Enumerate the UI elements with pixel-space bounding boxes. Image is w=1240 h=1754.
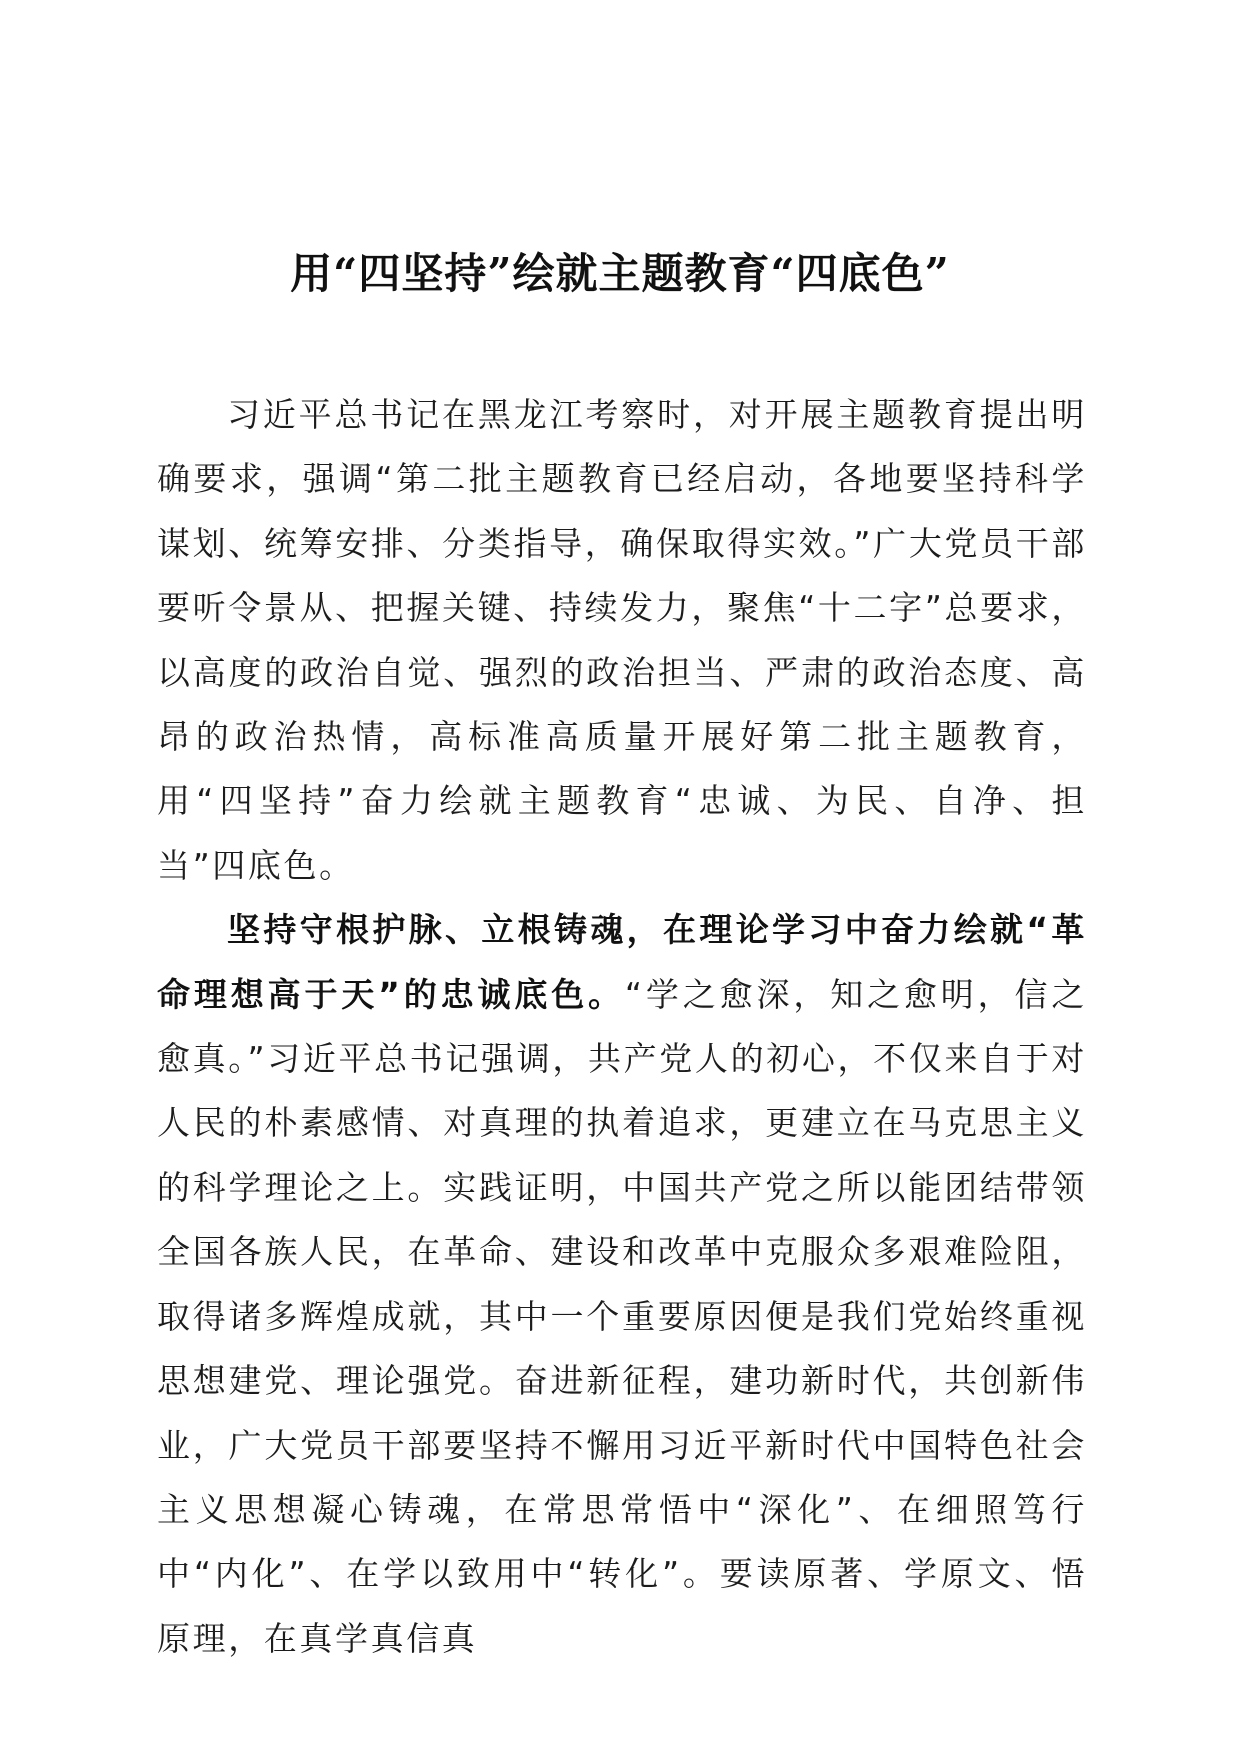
paragraph-lead: 坚持守根护脉、立根铸魂，在理论学习中奋力绘就“革命理想高于天”的忠诚底色。 — [157, 910, 1087, 1014]
paragraph-intro — [157, 383, 1087, 898]
document-title: 用“四坚持”绘就主题教育“四底色” — [290, 249, 950, 298]
paragraph-loyalty — [157, 898, 1087, 1671]
document-body — [157, 383, 1087, 1671]
paragraph-text: “学之愈深，知之愈明，信之愈真。”习近平总书记强调，共产党人的初心，不仅来自于对人民的朴素感情、对真理的执着追求，更建立在马克思主义的科学理论之上。实践证明，中国共产党之所以能团结带领全国各族人民，在革命、建设和改革中克服众多艰难险阻，取得诸多辉煌成就，其中一个重要原因便是我们党始终重视思想建党、理论强党。奋进新征程，建功新时代，共创新伟业，广大党员干部要坚持不懈用习近平新时代中国特色社会主义思想凝心铸魂，在常思常悟中“深化”、在细照笃行中“内化”、在学以致用中“转化”。要读原著、学原文、悟原理，在真学真信真 — [157, 974, 1087, 1658]
paragraph-text: 习近平总书记在黑龙江考察时，对开展主题教育提出明确要求，强调“第二批主题教育已经启动，各地要坚持科学谋划、统筹安排、分类指导，确保取得实效。”广大党员干部要听令景从、把握关键、持续发力，聚焦“十二字”总要求，以高度的政治自觉、强烈的政治担当、严肃的政治态度、高昂的政治热情，高标准高质量开展好第二批主题教育，用“四坚持”奋力绘就主题教育“忠诚、为民、自净、担当”四底色。 — [157, 395, 1087, 885]
